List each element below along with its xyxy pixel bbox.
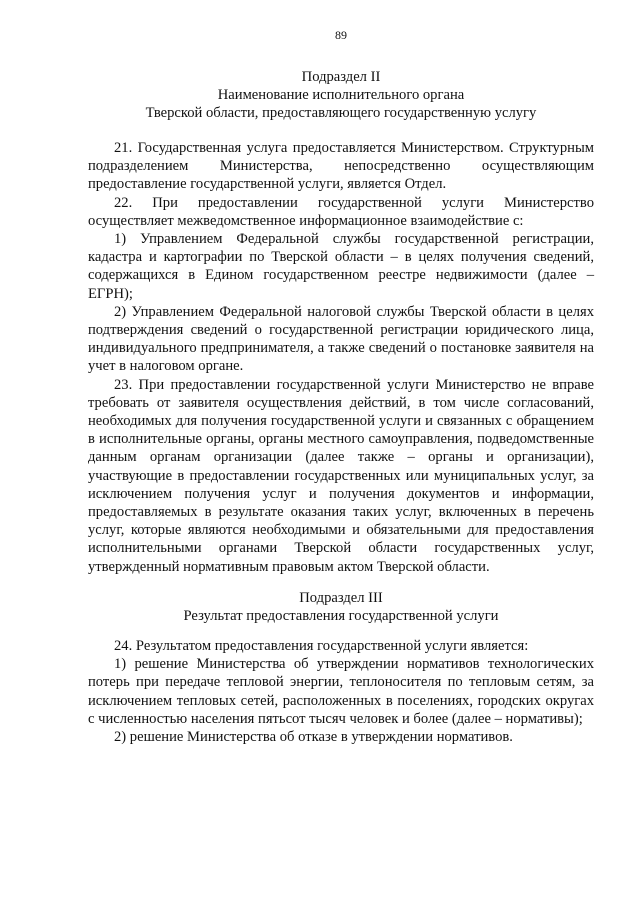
subsection-2-heading xyxy=(88,68,594,122)
page-number: 89 xyxy=(335,28,347,42)
subsection-3-body xyxy=(88,637,594,746)
paragraph-23: 23. При предоставлении государственной услуги Министерство не вправе требовать от заявителя осуществления действий, в том числе согласований, необходимых для получения государственной услуги и связанных с обращением в исполнительные органы, органы местного самоуправления, подведомственные данным органам организации (далее также – органы и организации), участвующие в предоставлении государственных или муниципальных услуг, за исключением получения услуг и получения документов и информации, предоставляемых в результате оказания таких услуг, включенных в перечень услуг, которые являются необходимыми и обязательными для предоставления исполнительными органами Тверской области государственных услуг, утвержденный нормативным правовым актом Тверской области. xyxy=(88,376,594,575)
subsection-2-line1: Наименование исполнительного органа xyxy=(217,87,465,103)
subsection-2-line2: Тверской области, предоставляющего государственную услугу xyxy=(145,105,537,121)
paragraph-21: 21. Государственная услуга предоставляется Министерством. Структурным подразделением Министерства, непосредственно осуществляющим предоставление государственной услуги, является Отдел. xyxy=(88,140,594,193)
subsection-3-line1: Результат предоставления государственной услуги xyxy=(183,608,499,624)
paragraph-24: 24. Результатом предоставления государственной услуги является: xyxy=(114,638,529,654)
subsection-3-heading xyxy=(88,589,594,625)
paragraph-22-item-1: 1) Управлением Федеральной службы государственной регистрации, кадастра и картографии по Тверской области – в целях получения сведений, содержащихся в Едином государственном реестре недвижимости (далее – ЕГРН); xyxy=(88,231,594,302)
paragraph-22: 22. При предоставлении государственной услуги Министерство осуществляет межведомственное информационное взаимодействие с: xyxy=(88,194,594,229)
paragraph-24-item-2: 2) решение Министерства об отказе в утверждении нормативов. xyxy=(114,729,513,746)
paragraph-24-item-1: 1) решение Министерства об утверждении нормативов технологических потерь при передаче тепловой энергии, теплоносителя по тепловым сетям, за исключением тепловых сетей, расположенных в поселениях, городских округах с численностью населения пятьсот тысяч человек и более (далее – нормативы); xyxy=(88,656,594,727)
paragraph-22-item-2: 2) Управлением Федеральной налоговой службы Тверской области в целях подтверждения сведений о государственной регистрации юридического лица, индивидуального предпринимателя, а также сведений о постановке заявителя на учет в налоговом органе. xyxy=(88,303,594,375)
subsection-2-body xyxy=(88,139,594,576)
subsection-3-title: Подраздел III xyxy=(299,590,383,606)
subsection-2-title: Подраздел II xyxy=(301,69,381,85)
